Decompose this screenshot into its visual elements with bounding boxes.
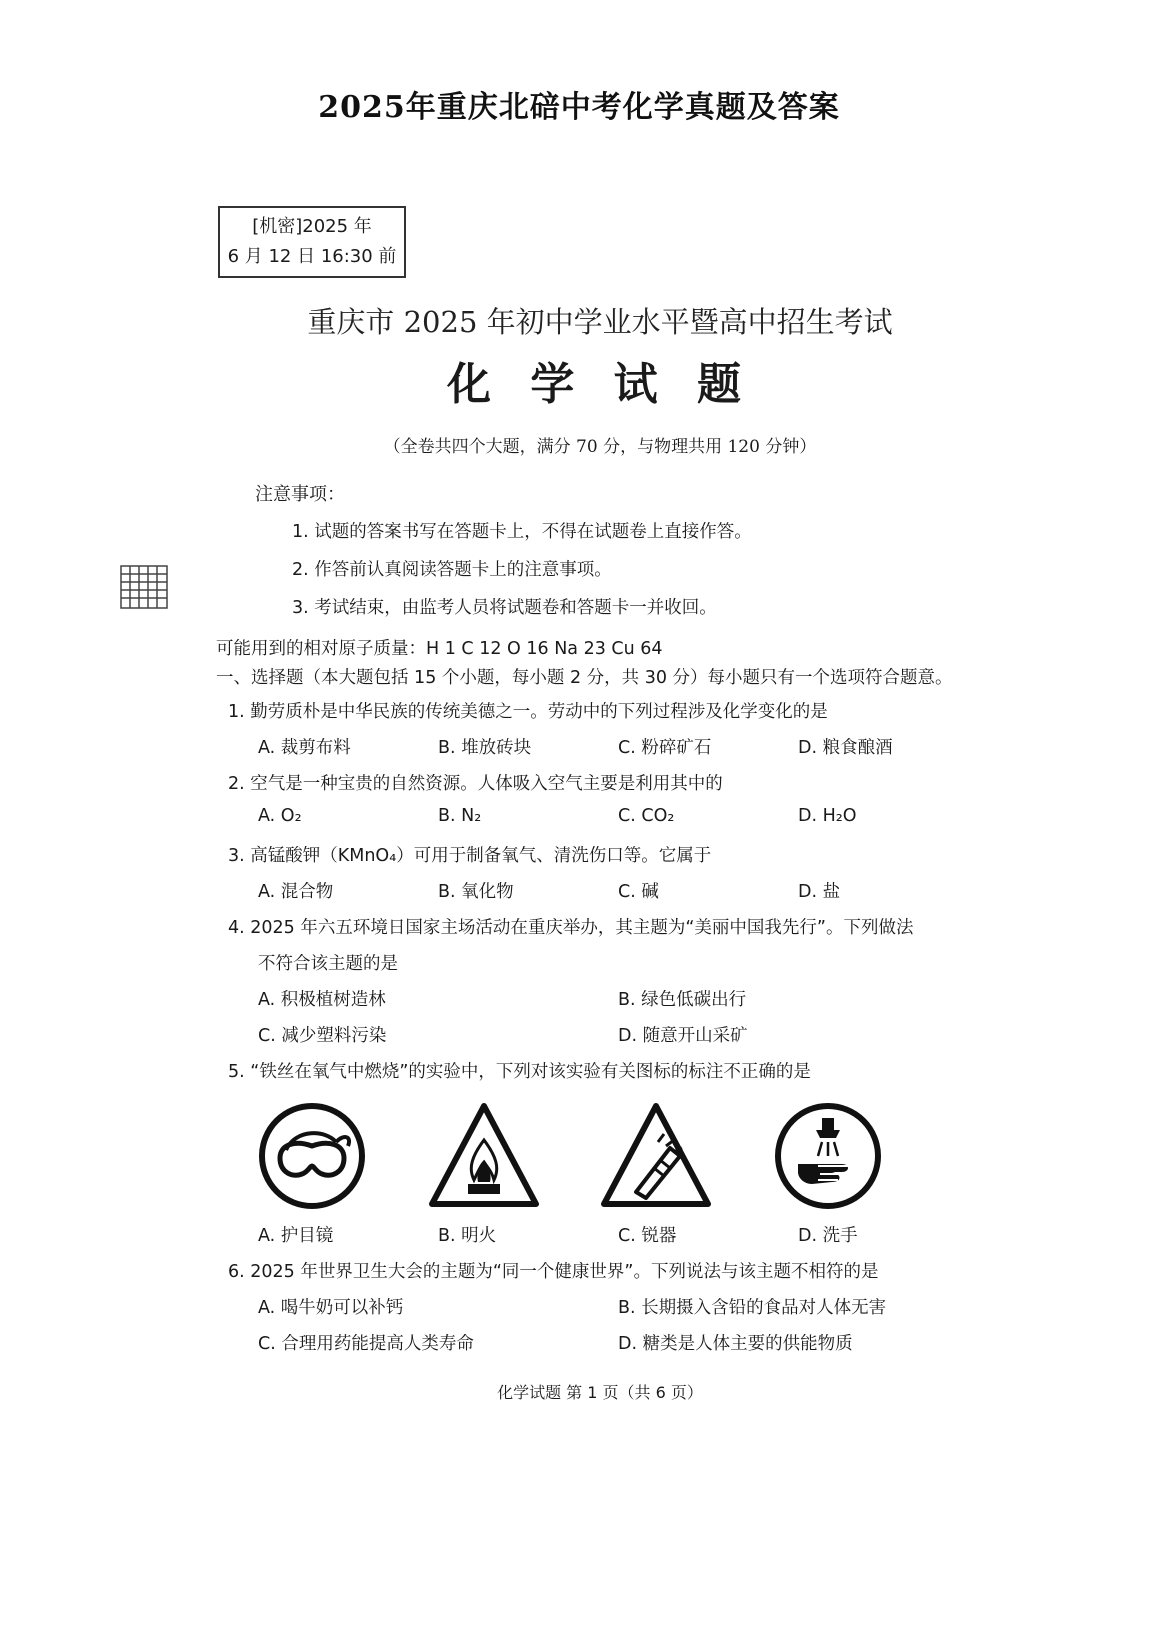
question-2-option-c: C. CO₂ [618,806,675,826]
secret-stamp-line1: [机密]2025 年 [252,216,372,237]
question-1-stem: 1. 勤劳质朴是中华民族的传统美德之一。劳动中的下列过程涉及化学变化的是 [228,702,828,722]
question-5-option-a: A. 护目镜 [258,1226,334,1246]
question-6-option-b: B. 长期摄入含铅的食品对人体无害 [618,1298,887,1318]
wash-hands-icon [772,1100,884,1212]
question-6-stem: 6. 2025 年世界卫生大会的主题为“同一个健康世界”。下列说法与该主题不相符的是 [228,1262,879,1282]
question-2-option-b: B. N₂ [438,806,482,826]
question-3-option-d: D. 盐 [798,882,841,902]
question-1-option-b: B. 堆放砖块 [438,738,532,758]
question-5-option-d: D. 洗手 [798,1226,858,1246]
question-4-stem: 4. 2025 年六五环境日国家主场活动在重庆举办，其主题为“美丽中国我先行”。下列做法 [228,918,914,938]
notes-title: 注意事项： [255,484,345,505]
flame-icon [428,1100,540,1212]
question-5-stem: 5. “铁丝在氧气中燃烧”的实验中，下列对该实验有关图标的标注不正确的是 [228,1062,811,1082]
question-4-option-d: D. 随意开山采矿 [618,1026,748,1046]
question-3-option-b: B. 氧化物 [438,882,514,902]
question-2-option-d: D. H₂O [798,806,857,826]
question-5-option-c: C. 锐器 [618,1226,677,1246]
note-item: 3. 考试结束，由监考人员将试题卷和答题卡一并收回。 [292,598,717,618]
question-1-option-c: C. 粉碎矿石 [618,738,712,758]
question-2-option-a: A. O₂ [258,806,302,826]
question-3-option-c: C. 碱 [618,882,659,902]
question-5-option-b: B. 明火 [438,1226,497,1246]
question-6-option-d: D. 糖类是人体主要的供能物质 [618,1334,853,1354]
exam-name: 重庆市 2025 年初中学业水平暨高中招生考试 [307,305,893,339]
document-title: 2025年重庆北碚中考化学真题及答案 [318,90,840,125]
section-1-heading: 一、选择题（本大题包括 15 个小题，每小题 2 分，共 30 分）每小题只有一个选项符合题意。 [216,668,953,688]
question-1-option-d: D. 粮食酿酒 [798,738,893,758]
goggles-icon [256,1100,368,1212]
note-item: 1. 试题的答案书写在答题卡上，不得在试题卷上直接作答。 [292,522,752,542]
subject-title: 化 学 试 题 [447,359,753,410]
question-3-option-a: A. 混合物 [258,882,334,902]
question-2-stem: 2. 空气是一种宝贵的自然资源。人体吸入空气主要是利用其中的 [228,774,723,794]
atomic-masses: 可能用到的相对原子质量：H 1 C 12 O 16 Na 23 Cu 64 [216,639,663,659]
note-item: 2. 作答前认真阅读答题卡上的注意事项。 [292,560,612,580]
page-footer: 化学试题 第 1 页（共 6 页） [497,1383,703,1402]
secret-stamp-line2: 6 月 12 日 16:30 前 [227,246,397,267]
exam-info: （全卷共四个大题，满分 70 分，与物理共用 120 分钟） [383,437,817,457]
grid-icon [120,565,168,609]
question-4-option-a: A. 积极植树造林 [258,990,386,1010]
question-3-stem: 3. 高锰酸钾（KMnO₄）可用于制备氧气、清洗伤口等。它属于 [228,846,712,866]
question-4-option-b: B. 绿色低碳出行 [618,990,747,1010]
sharp-object-icon [600,1100,712,1212]
question-6-option-a: A. 喝牛奶可以补钙 [258,1298,404,1318]
question-4-option-c: C. 减少塑料污染 [258,1026,387,1046]
question-1-option-a: A. 裁剪布料 [258,738,351,758]
secret-stamp [218,206,406,278]
question-4-stem-continued: 不符合该主题的是 [258,954,398,974]
question-6-option-c: C. 合理用药能提高人类寿命 [258,1334,474,1354]
